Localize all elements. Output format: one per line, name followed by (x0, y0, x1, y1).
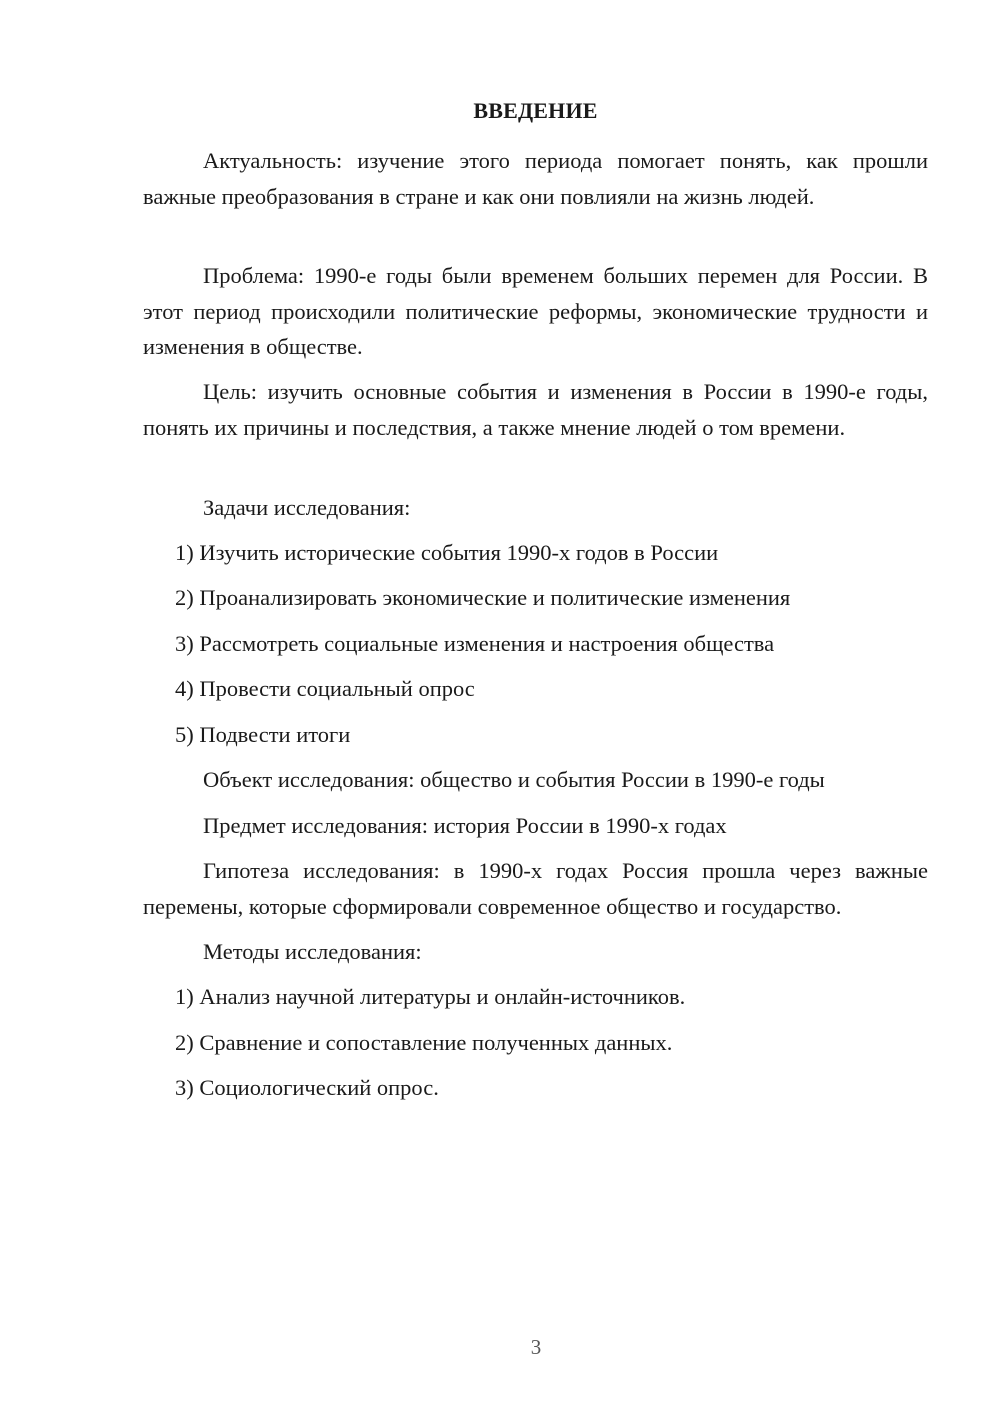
subject-line: Предмет исследования: история России в 1990-х годах (203, 813, 727, 838)
method-item: 3) Социологический опрос. (175, 1075, 439, 1100)
page-number: 3 (530, 1335, 542, 1359)
methods-heading: Методы исследования: (203, 939, 422, 964)
relevance-paragraph: Актуальность: изучение этого периода помогает понять, как прошли важные преобразования в стране и как они повлияли на жизнь людей. (143, 148, 928, 209)
task-item: 1) Изучить исторические события 1990-х годов в России (175, 540, 719, 565)
problem-paragraph: Проблема: 1990-е годы были временем больших перемен для России. В этот период происходили политические реформы, экономические трудности и изменения в обществе. (143, 263, 928, 359)
task-item: 3) Рассмотреть социальные изменения и настроения общества (175, 631, 775, 656)
object-line: Объект исследования: общество и события России в 1990-е годы (203, 767, 825, 792)
tasks-heading: Задачи исследования: (203, 495, 411, 520)
task-item: 4) Провести социальный опрос (175, 676, 475, 701)
goal-paragraph: Цель: изучить основные события и изменения в России в 1990-е годы, понять их причины и последствия, а также мнение людей о том времени. (143, 379, 928, 440)
task-item: 5) Подвести итоги (175, 722, 351, 747)
section-title: ВВЕДЕНИЕ (473, 98, 598, 123)
hypothesis-paragraph: Гипотеза исследования: в 1990-х годах Россия прошла через важные перемены, которые сформировали современное общество и государство. (143, 858, 928, 919)
task-item: 2) Проанализировать экономические и политические изменения (175, 585, 791, 610)
method-item: 2) Сравнение и сопоставление полученных данных. (175, 1030, 673, 1055)
method-item: 1) Анализ научной литературы и онлайн-источников. (175, 984, 686, 1009)
